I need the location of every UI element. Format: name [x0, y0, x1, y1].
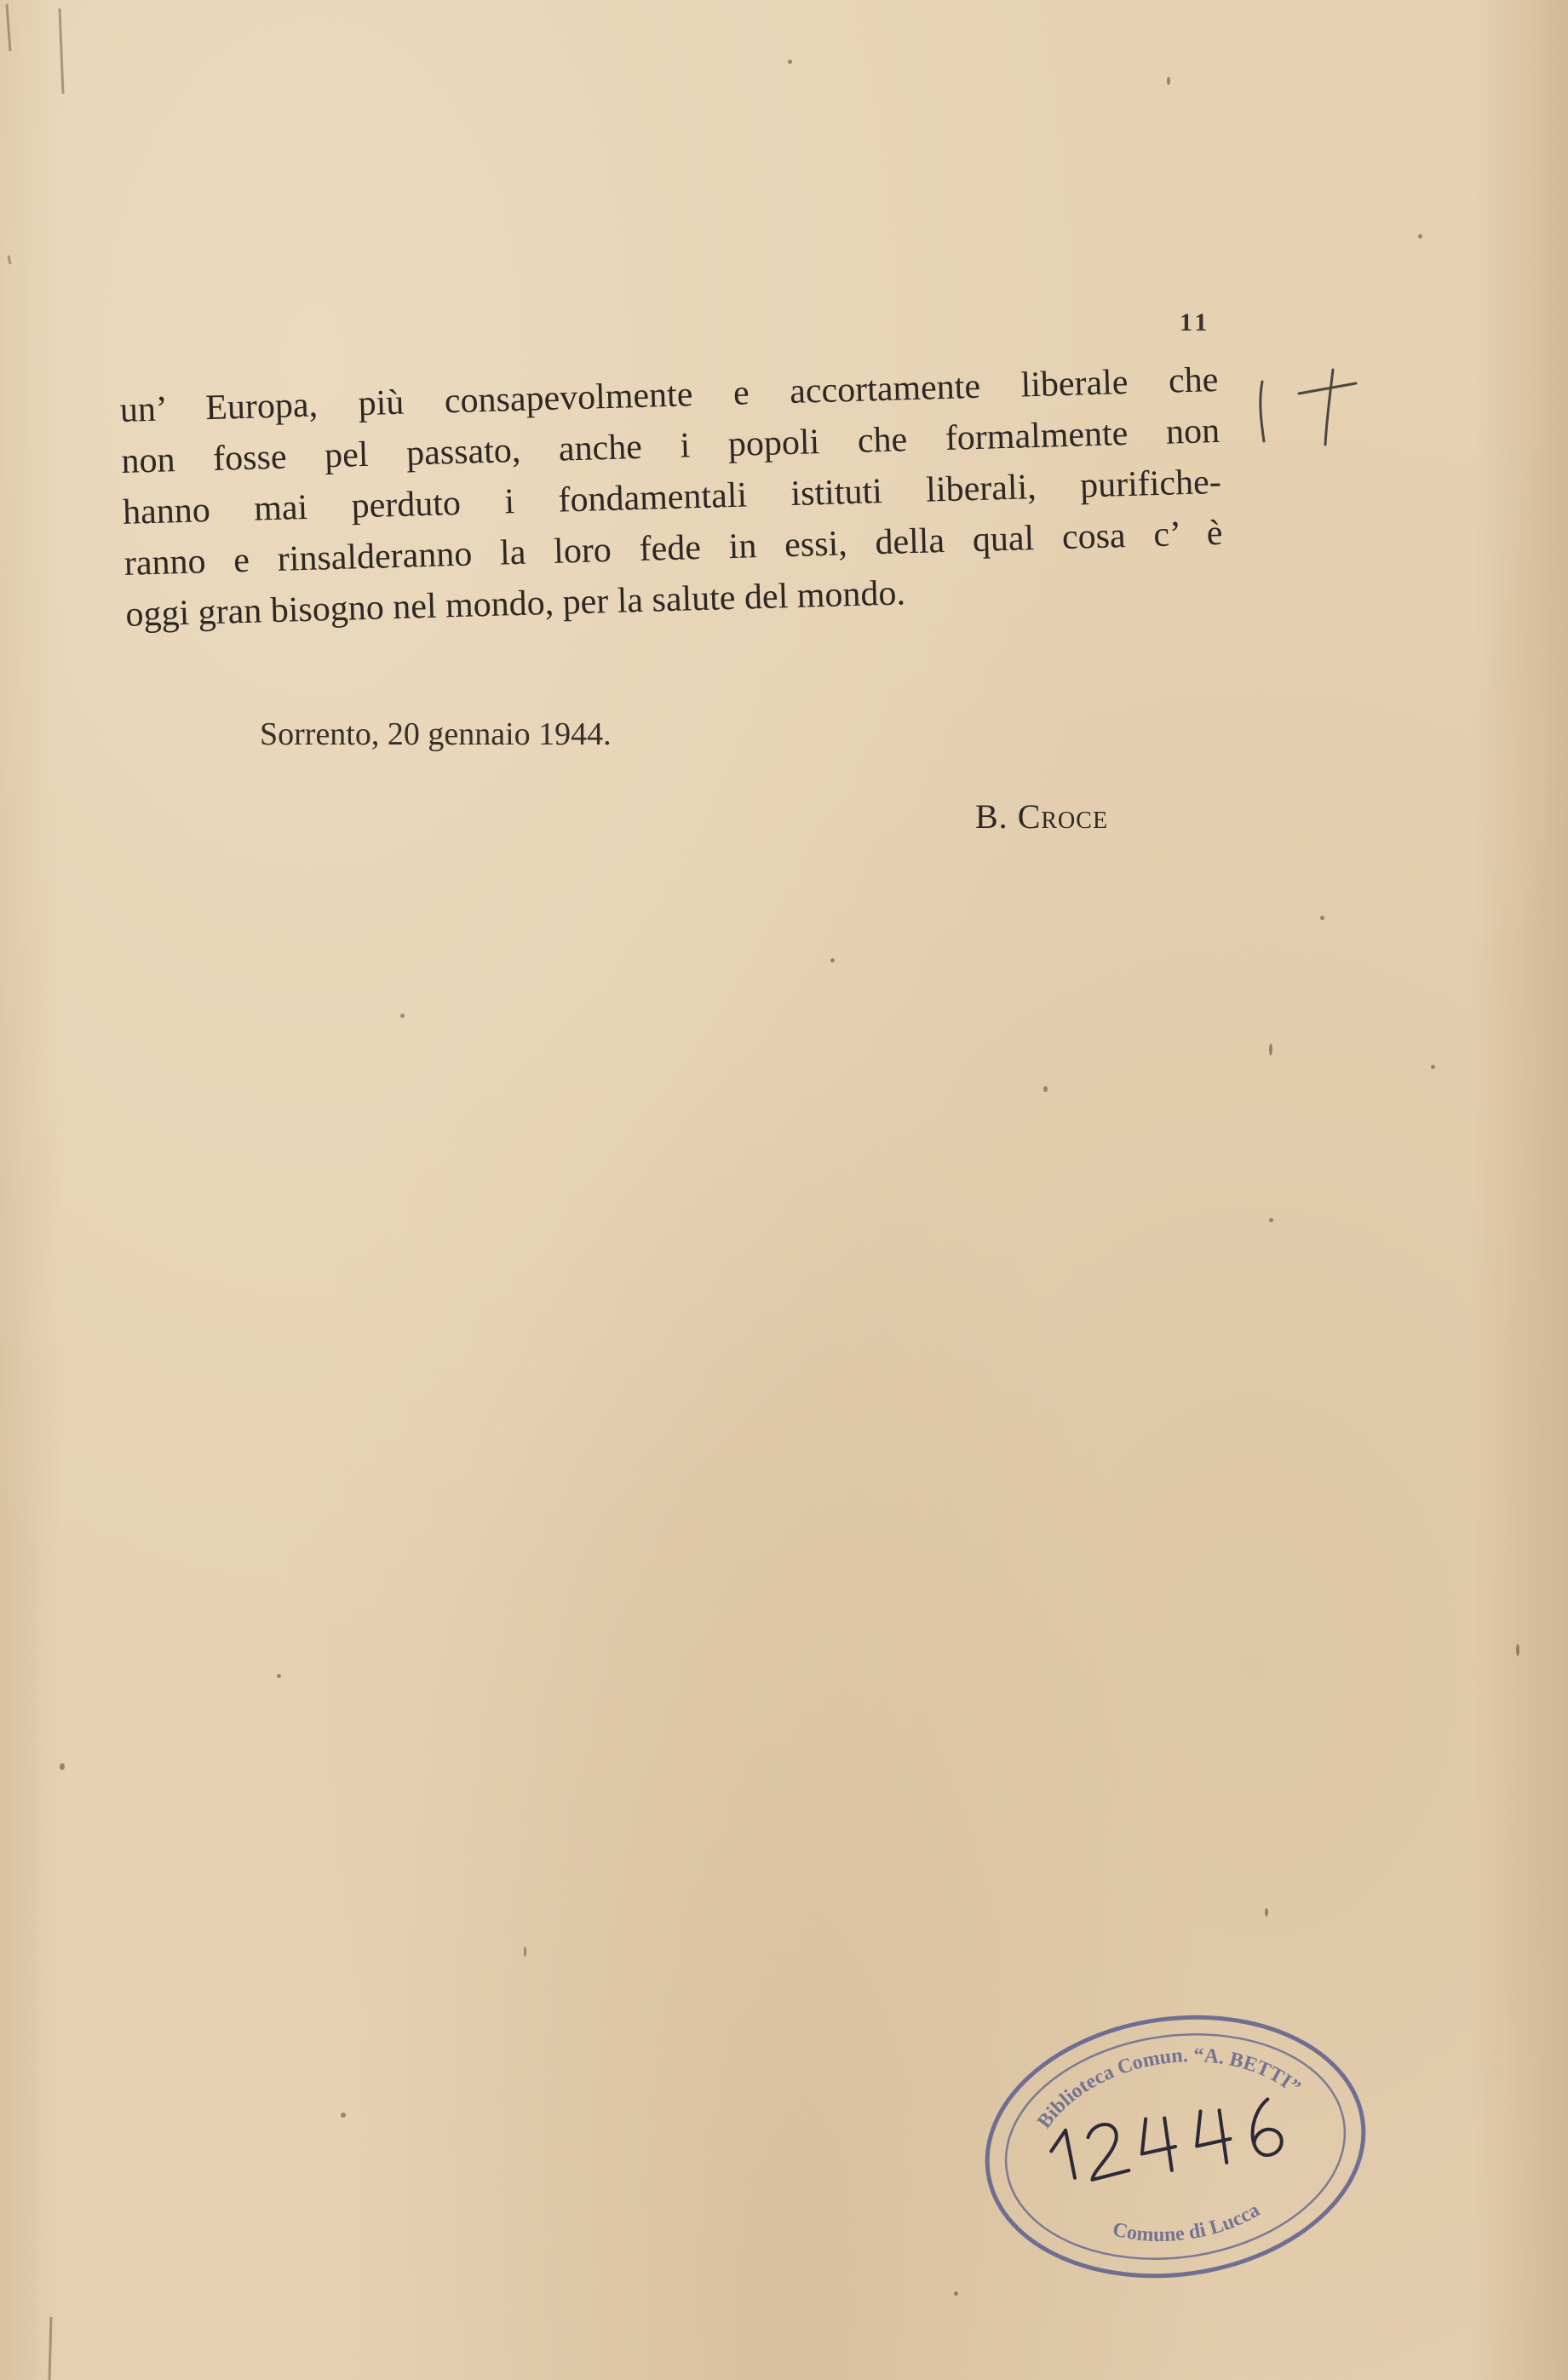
paper-speck — [1043, 1086, 1048, 1092]
paper-speck — [524, 1946, 526, 1957]
page-number: 11 — [1180, 308, 1211, 336]
paper-speck — [1320, 916, 1324, 920]
paper-speck — [341, 2113, 346, 2118]
svg-text:Comune di Lucca: Comune di Lucca — [1110, 2199, 1264, 2246]
signature-surname: Croce — [1017, 797, 1109, 836]
dateline: Sorrento, 20 gennaio 1944. — [260, 716, 612, 752]
paper-speck — [788, 60, 792, 64]
body-line: oggi gran bisogno nel mondo, per la salute del mondo. — [124, 573, 906, 635]
author-signature — [975, 796, 1108, 836]
library-stamp — [971, 2006, 1380, 2279]
paper-speck — [1516, 1644, 1519, 1656]
paper-speck — [830, 958, 835, 963]
body-line: non fosse pel passato, anche i popoli che formalmente non — [120, 411, 1221, 481]
body-line: un’ Europa, più consapevolmente e accortamente liberale che — [119, 359, 1219, 430]
paper-speck — [1167, 77, 1170, 85]
paper-speck — [1269, 1043, 1272, 1055]
binding-edge-marks — [0, 0, 77, 2380]
paper-speck — [1418, 234, 1422, 239]
body-line: ranno e rinsalderanno la loro fede in essi, della qual cosa c’ è — [123, 513, 1224, 584]
body-line: hanno mai perduto i fondamentali istituti liberali, purifiche- — [122, 462, 1222, 532]
paper-speck — [1265, 1908, 1268, 1917]
signature-initial: B. — [975, 797, 1008, 836]
handwritten-folio-note — [1252, 366, 1363, 451]
paper-speck — [954, 2291, 958, 2296]
paper-speck — [60, 1763, 65, 1770]
paper-speck — [1269, 1218, 1273, 1222]
paper-speck — [400, 1014, 405, 1018]
svg-text:Biblioteca Comun. “A. BETTI”: Biblioteca Comun. “A. BETTI” — [1033, 2044, 1305, 2133]
paper-speck — [1431, 1065, 1435, 1069]
paper-speck — [277, 1674, 281, 1678]
body-paragraph — [119, 354, 1225, 641]
